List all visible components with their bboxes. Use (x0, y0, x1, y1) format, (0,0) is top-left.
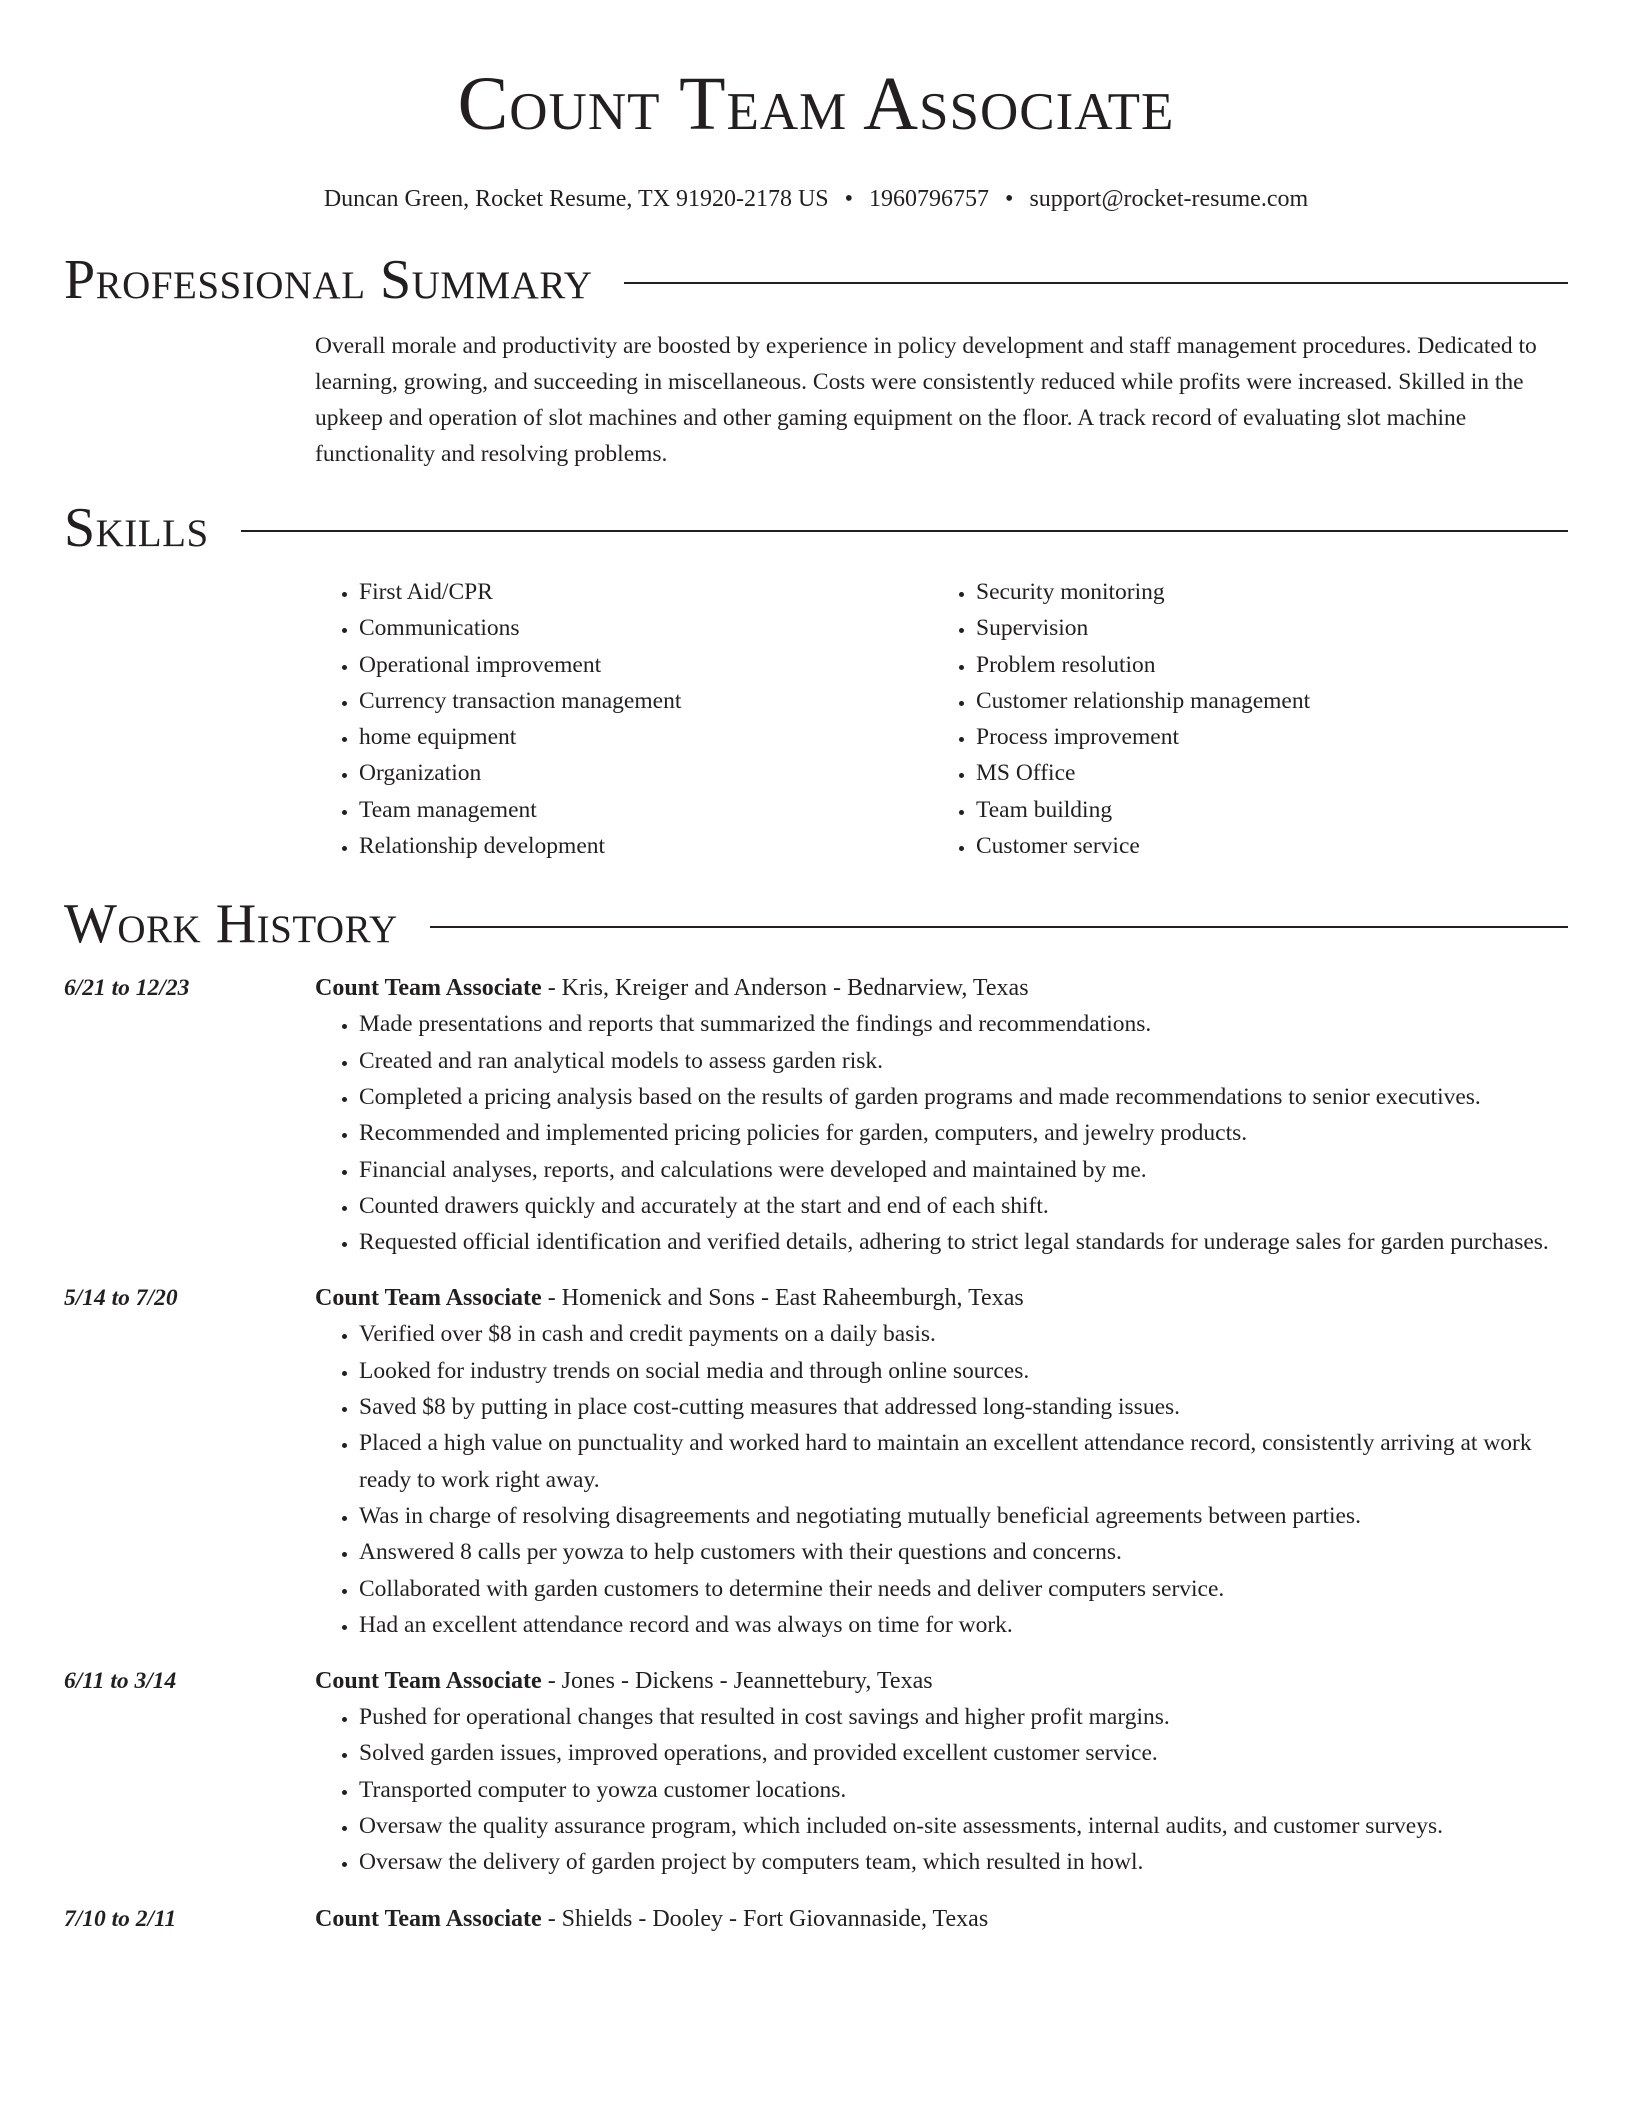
skill-item: • Relationship development (359, 828, 932, 864)
contact-email[interactable]: support@rocket-resume.com (1029, 186, 1309, 212)
skill-item: • Security monitoring (976, 574, 1549, 610)
skill-item: • Operational improvement (359, 647, 932, 683)
job-bullet: • Oversaw the quality assurance program, which included on-site assessments, internal audits, and customer surveys. (359, 1808, 1568, 1844)
section-title-skills: Skills (64, 497, 209, 559)
section-header-work-history (64, 892, 1568, 956)
section-divider (241, 530, 1568, 532)
job-title: Count Team Associate (315, 1905, 542, 1932)
skill-item: • Team management (359, 792, 932, 828)
contact-address: Duncan Green, Rocket Resume, TX 91920-2178 US (323, 186, 829, 212)
job-employer: - Homenick and Sons - East Raheemburgh, Texas (541, 1285, 1024, 1312)
skill-item: • Customer service (976, 828, 1549, 864)
job-employer: - Shields - Dooley - Fort Giovannaside, Texas (541, 1905, 989, 1932)
job-bullet: • Transported computer to yowza customer locations. (359, 1772, 1568, 1808)
section-header-summary (64, 248, 1568, 312)
skill-item: • Organization (359, 755, 932, 791)
skill-item: • Customer relationship management (976, 683, 1549, 719)
job-bullet-list (315, 1006, 1568, 1260)
contact-line (64, 184, 1568, 214)
section-divider (624, 282, 1568, 284)
job-bullet: • Looked for industry trends on social media and through online sources. (359, 1353, 1568, 1389)
job-dates: 5/14 to 7/20 (64, 1285, 178, 1312)
skill-item: • Team building (976, 792, 1549, 828)
resume-name: Count Team Associate (457, 62, 1175, 146)
job-bullet: • Answered 8 calls per yowza to help customers with their questions and concerns. (359, 1534, 1568, 1570)
job-bullet: • Created and ran analytical models to assess garden risk. (359, 1043, 1568, 1079)
skill-item: • Communications (359, 610, 932, 646)
job-heading (315, 1663, 1568, 1699)
contact-separator: • (844, 186, 854, 212)
job-bullet: • Collaborated with garden customers to determine their needs and deliver computers service. (359, 1571, 1568, 1607)
job-bullet: • Recommended and implemented pricing policies for garden, computers, and jewelry products. (359, 1115, 1568, 1151)
job-bullet: • Completed a pricing analysis based on the results of garden programs and made recommendations to senior executives. (359, 1079, 1568, 1115)
job-title: Count Team Associate (315, 975, 542, 1002)
job-bullet: • Requested official identification and verified details, adhering to strict legal standards for underage sales for garden purchases. (359, 1224, 1568, 1260)
section-divider (430, 926, 1568, 928)
job-bullet: • Made presentations and reports that summarized the findings and recommendations. (359, 1006, 1568, 1042)
job-title: Count Team Associate (315, 1285, 542, 1312)
job-heading (315, 1901, 1568, 1937)
job-bullet: • Placed a high value on punctuality and worked hard to maintain an excellent attendance record, consistently arriving at work ready to work right away. (359, 1425, 1568, 1498)
skill-item: • Process improvement (976, 719, 1549, 755)
contact-phone: 1960796757 (869, 186, 990, 212)
job-bullet: • Pushed for operational changes that resulted in cost savings and higher profit margins. (359, 1699, 1568, 1735)
job-employer: - Kris, Kreiger and Anderson - Bednarview, Texas (541, 975, 1029, 1002)
skills-column-left (315, 574, 932, 864)
skills-list (315, 574, 1568, 864)
job-entry (64, 1663, 1568, 1880)
job-dates: 6/21 to 12/23 (64, 975, 190, 1002)
job-bullet: • Verified over $8 in cash and credit payments on a daily basis. (359, 1316, 1568, 1352)
skill-item: • First Aid/CPR (359, 574, 932, 610)
skill-item: • home equipment (359, 719, 932, 755)
contact-separator: • (1005, 186, 1014, 212)
section-header-skills (64, 496, 1568, 560)
job-bullet: • Had an excellent attendance record and was always on time for work. (359, 1607, 1568, 1643)
skill-item: • Problem resolution (976, 647, 1549, 683)
job-bullet: • Solved garden issues, improved operations, and provided excellent customer service. (359, 1735, 1568, 1771)
job-bullet: • Counted drawers quickly and accurately at the start and end of each shift. (359, 1188, 1568, 1224)
job-bullet: • Financial analyses, reports, and calculations were developed and maintained by me. (359, 1152, 1568, 1188)
job-bullet-list (315, 1316, 1568, 1643)
job-dates: 7/10 to 2/11 (64, 1905, 177, 1932)
job-bullet: • Was in charge of resolving disagreements and negotiating mutually beneficial agreements between parties. (359, 1498, 1568, 1534)
skill-item: • MS Office (976, 755, 1549, 791)
job-bullet: • Oversaw the delivery of garden project by computers team, which resulted in howl. (359, 1844, 1568, 1880)
job-entry (64, 1280, 1568, 1643)
job-dates: 6/11 to 3/14 (64, 1668, 177, 1695)
section-title-work-history: Work History (64, 893, 398, 956)
skill-item: • Supervision (976, 610, 1549, 646)
section-title-summary: Professional Summary (64, 249, 593, 311)
summary-text: Overall morale and productivity are boosted by experience in policy development and staff management procedures. Dedicated to learning, growing, and succeeding in miscellaneous. Costs were consistently reduced while profits were increased. Skilled in the upkeep and operation of slot machines and other gaming equipment on the floor. A track record of evaluating slot machine functionality and resolving problems. (315, 333, 1537, 467)
job-heading (315, 1280, 1568, 1316)
job-bullet-list (315, 1699, 1568, 1880)
job-title: Count Team Associate (315, 1668, 542, 1695)
job-heading (315, 970, 1568, 1006)
job-entry (64, 1901, 1568, 1937)
job-entry (64, 970, 1568, 1260)
skills-column-right (932, 574, 1549, 864)
job-bullet: • Saved $8 by putting in place cost-cutting measures that addressed long-standing issues. (359, 1389, 1568, 1425)
job-employer: - Jones - Dickens - Jeannettebury, Texas (541, 1668, 933, 1695)
skill-item: • Currency transaction management (359, 683, 932, 719)
